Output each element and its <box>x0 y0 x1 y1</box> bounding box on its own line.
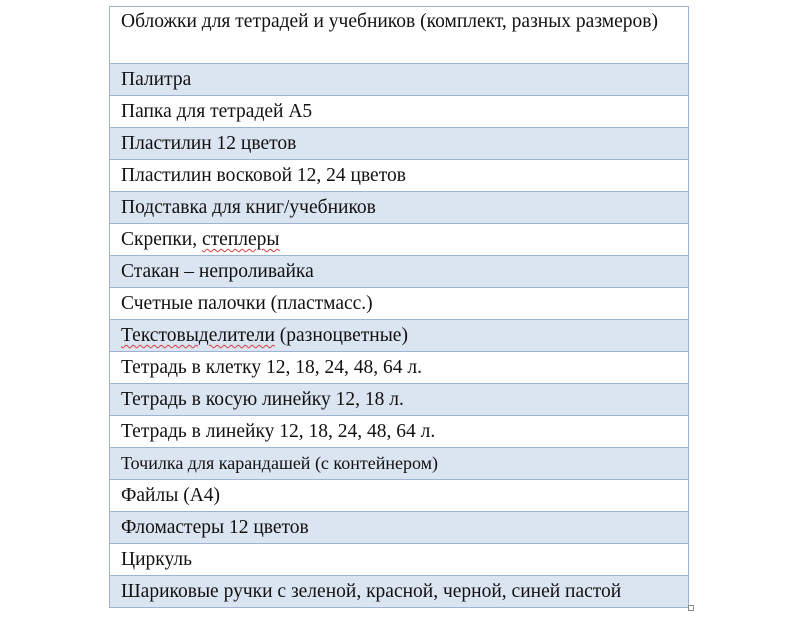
row-text: Обложки для тетрадей и учебников (комплект, разных размеров) <box>121 11 658 32</box>
row-text: Пластилин восковой 12, 24 цветов <box>121 165 406 186</box>
table-row[interactable] <box>110 543 688 575</box>
table-row[interactable] <box>110 511 688 543</box>
table-row[interactable] <box>110 287 688 319</box>
row-text: Файлы (А4) <box>121 485 221 506</box>
row-text: Счетные палочки (пластмасс.) <box>121 293 373 314</box>
row-text: Шариковые ручки с зеленой, красной, черной, синей пастой <box>121 581 622 602</box>
row-text: Точилка для карандашей (с контейнером) <box>121 453 439 473</box>
row-text: (разноцветные) <box>274 325 408 346</box>
row-text: Скрепки, <box>121 229 202 250</box>
row-text: Подставка для книг/учебников <box>121 197 376 218</box>
table-row[interactable] <box>110 223 688 255</box>
spellcheck-flagged-word[interactable]: степлеры <box>201 229 280 250</box>
row-text: Тетрадь в косую линейку 12, 18 л. <box>121 389 404 410</box>
table-row[interactable] <box>110 7 688 63</box>
table-resize-handle[interactable] <box>688 605 694 611</box>
table-row[interactable] <box>110 479 688 511</box>
row-text: Тетрадь в клетку 12, 18, 24, 48, 64 л. <box>121 357 422 378</box>
table-row[interactable] <box>110 575 688 607</box>
row-text: Стакан – непроливайка <box>121 261 314 282</box>
row-text: Палитра <box>121 69 192 90</box>
spellcheck-flagged-word[interactable]: Текстовыделители <box>121 325 275 346</box>
row-text: Фломастеры 12 цветов <box>121 517 309 538</box>
table-row[interactable] <box>110 415 688 447</box>
table-row[interactable] <box>110 191 688 223</box>
row-text: Пластилин 12 цветов <box>121 133 297 154</box>
table-row[interactable] <box>110 255 688 287</box>
supply-list-table <box>109 6 689 608</box>
row-text: Папка для тетрадей А5 <box>121 101 313 122</box>
table-row[interactable] <box>110 351 688 383</box>
row-text: Циркуль <box>121 549 192 570</box>
table-row[interactable] <box>110 319 688 351</box>
table-row[interactable] <box>110 95 688 127</box>
row-text: Тетрадь в линейку 12, 18, 24, 48, 64 л. <box>121 421 436 442</box>
table-row[interactable] <box>110 63 688 95</box>
table-row[interactable] <box>110 447 688 479</box>
table-row[interactable] <box>110 383 688 415</box>
table-row[interactable] <box>110 159 688 191</box>
table-row[interactable] <box>110 127 688 159</box>
